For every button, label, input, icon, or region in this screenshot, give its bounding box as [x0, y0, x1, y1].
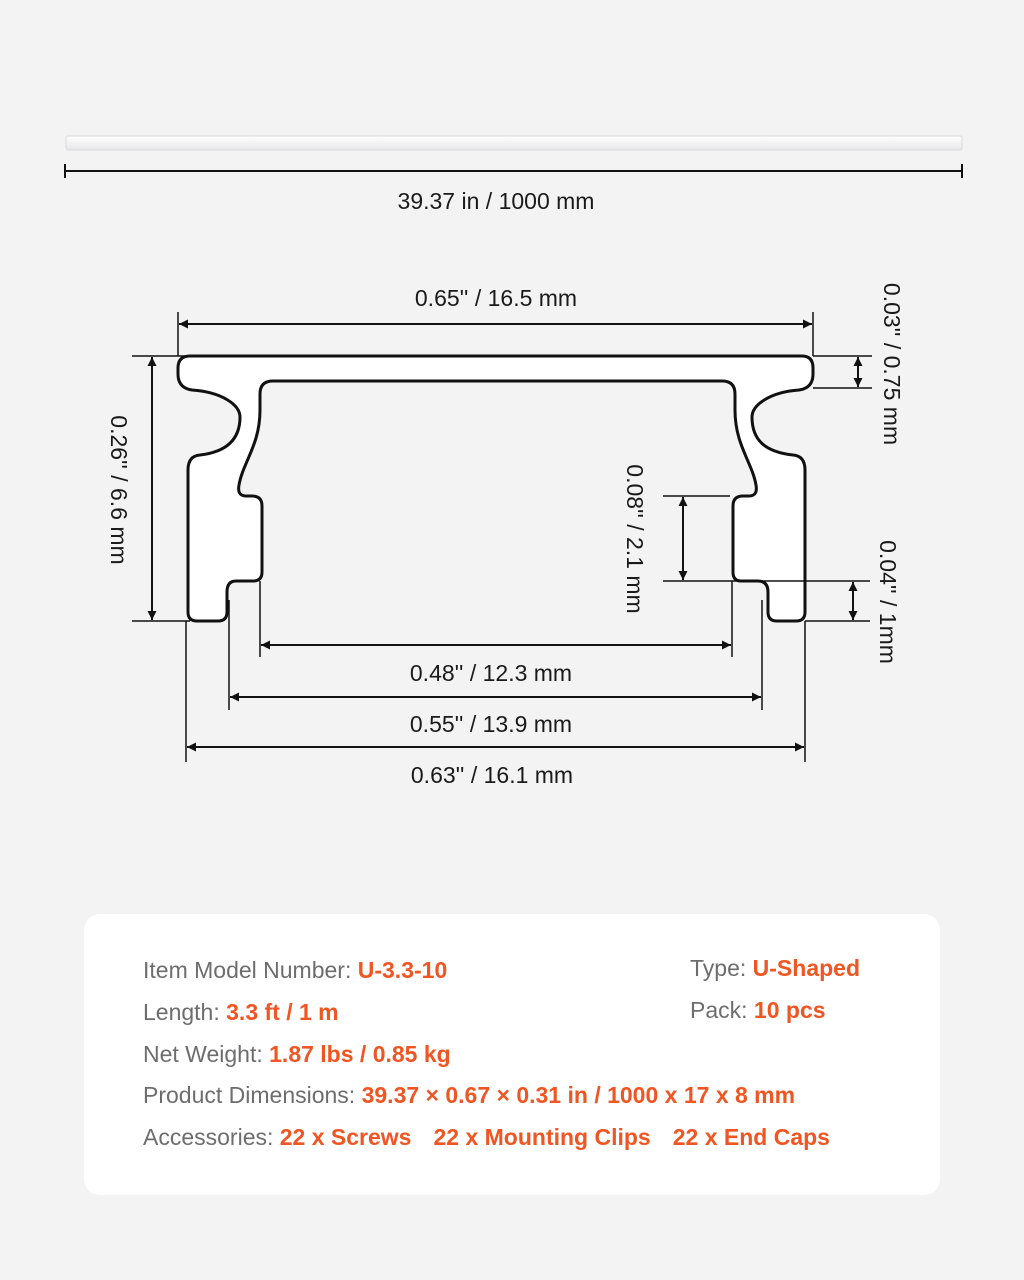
- accessories-label: Accessories:: [143, 1124, 274, 1150]
- top-thickness-label: 0.03'' / 0.75 mm: [879, 282, 905, 446]
- type-label: Type:: [690, 955, 747, 981]
- accessories-row: [143, 1122, 830, 1152]
- model-number-label: Item Model Number:: [143, 957, 352, 983]
- slot-height-label: 0.08'' / 2.1 mm: [622, 464, 648, 614]
- groove-width-label: 0.55'' / 13.9 mm: [409, 711, 573, 737]
- length-spec-value: 3.3 ft / 1 m: [226, 999, 339, 1025]
- foot-height-label: 0.04'' / 1mm: [875, 540, 901, 664]
- accessory-end-caps: 22 x End Caps: [672, 1124, 830, 1150]
- spec-card: [84, 914, 940, 1195]
- net-weight-label: Net Weight:: [143, 1041, 263, 1067]
- accessory-mounting-clips: 22 x Mounting Clips: [433, 1124, 651, 1150]
- inner-width-label: 0.48'' / 12.3 mm: [409, 660, 573, 686]
- height-label: 0.26'' / 6.6 mm: [106, 415, 132, 565]
- product-dimensions-label: Product Dimensions:: [143, 1082, 356, 1108]
- product-dimensions-row: [143, 1080, 795, 1110]
- net-weight-row: [143, 1039, 451, 1069]
- accessory-screws: 22 x Screws: [279, 1124, 412, 1150]
- net-weight-value: 1.87 lbs / 0.85 kg: [269, 1041, 451, 1067]
- outer-width-label: 0.63'' / 16.1 mm: [410, 762, 574, 788]
- type-row: [690, 953, 860, 983]
- top-width-label: 0.65'' / 16.5 mm: [414, 285, 578, 311]
- length-dimension-line: [65, 164, 962, 178]
- model-number-value: U-3.3-10: [357, 957, 448, 983]
- product-dimensions-value: 39.37 × 0.67 × 0.31 in / 1000 x 17 x 8 mm: [361, 1082, 796, 1108]
- length-row: [143, 997, 339, 1027]
- profile-bar: [66, 136, 962, 150]
- type-value: U-Shaped: [752, 955, 860, 981]
- length-spec-label: Length:: [143, 999, 220, 1025]
- model-number-row: [143, 955, 447, 985]
- pack-row: [690, 995, 826, 1025]
- pack-label: Pack:: [690, 997, 748, 1023]
- pack-value: 10 pcs: [753, 997, 826, 1023]
- length-label: 39.37 in / 1000 mm: [397, 188, 595, 214]
